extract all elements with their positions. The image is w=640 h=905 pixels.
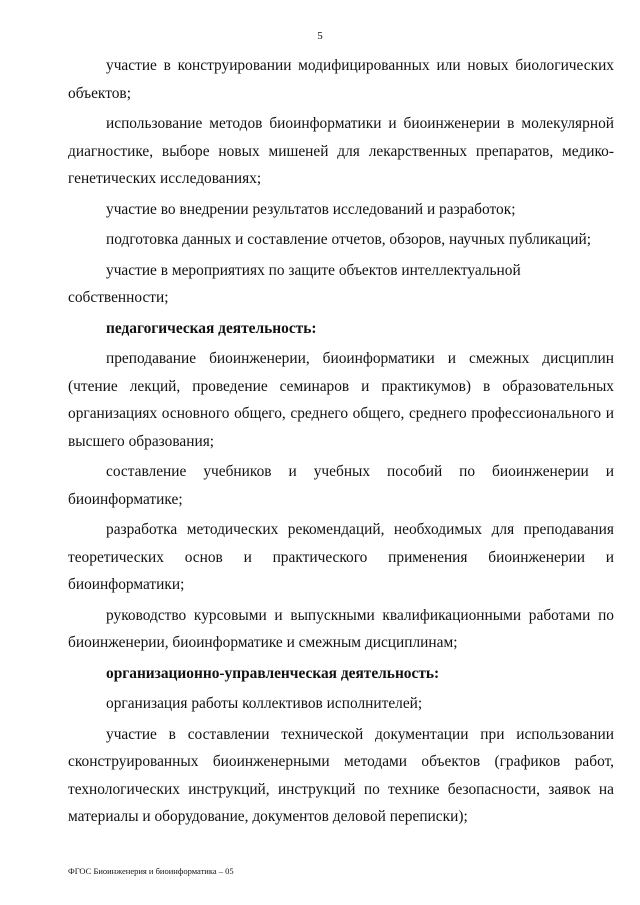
paragraph-methods: использование методов биоинформатики и биоинженерии в молекулярной диагностике, выборе новых мишеней для лекарственных препаратов, медико-генетических исследованиях; <box>68 115 614 187</box>
page-footer: ФГОС Биоинженерия и биоинформатика – 05 <box>68 866 234 876</box>
heading-pedagogical: педагогическая деятельность: <box>106 319 317 337</box>
paragraph-supervision: руководство курсовыми и выпускными квалификационными работами по биоинженерии, биоинформатике и смежным дисциплинам; <box>68 606 614 651</box>
paragraph-reports: подготовка данных и составление отчетов, обзоров, научных публикаций; <box>106 231 591 248</box>
body-text <box>68 52 614 831</box>
page-number: 5 <box>317 30 323 42</box>
paragraph-team-organization: организация работы коллективов исполнителей; <box>106 695 423 712</box>
heading-organizational: организационно-управленческая деятельность: <box>106 664 440 682</box>
paragraph-teaching: преподавание биоинженерии, биоинформатики и смежных дисциплин (чтение лекций, проведение семинаров и практикумов) в образовательных организациях основного общего, среднего общего, среднего профессионального и высшего образования; <box>68 350 614 450</box>
paragraph-documentation: участие в составлении технической документации при использовании сконструированных биоинженерными методами объектов (графиков работ, технологических инструкций, инструкций по технике безопасности, заявок на материалы и оборудование, документов деловой переписки); <box>68 725 614 825</box>
paragraph-textbooks: составление учебников и учебных пособий по биоинженерии и биоинформатике; <box>68 463 614 508</box>
paragraph-construction: участие в конструировании модифицированных или новых биологических объектов; <box>68 57 614 102</box>
paragraph-implementation: участие во внедрении результатов исследований и разработок; <box>106 200 516 218</box>
paragraph-ip-protection: участие в мероприятиях по защите объектов интеллектуальной собственности; <box>68 261 521 306</box>
paragraph-methodology: разработка методических рекомендаций, необходимых для преподавания теоретических основ и практического применения биоинженерии и биоинформатики; <box>68 521 614 593</box>
